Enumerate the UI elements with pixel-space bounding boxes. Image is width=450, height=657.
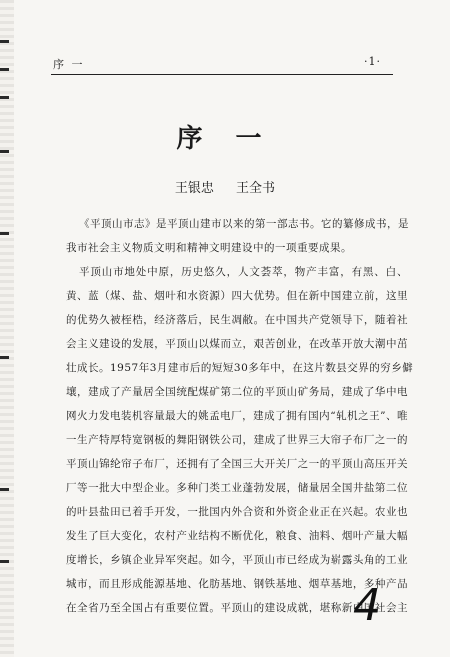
text-line: 壤，建成了产量居全国统配煤矿第二位的平顶山矿务局，建成了华中电 <box>66 386 408 398</box>
text-line: 会主义建设的发展，平顶山以煤而立，艰苦创业，在改革开放大潮中茁 <box>66 338 408 350</box>
authors: 王银忠 王全书 <box>174 181 276 196</box>
text-line: 发生了巨大变化，农村产业结构不断优化，粮食、油料、烟叶产量大幅 <box>66 530 408 542</box>
binding-mark <box>0 96 9 99</box>
header-rule <box>51 74 393 75</box>
text-line: 网火力发电装机容量最大的姚孟电厂，建成了拥有国内“轧机之王”、唯 <box>66 410 408 422</box>
binding-mark <box>0 68 9 71</box>
text-line: 的叶县盐田已着手开发，一批国内外合资和外资企业正在兴起。农业也 <box>66 506 408 518</box>
handwritten-margin-note: 4 <box>353 580 381 631</box>
text-line: 黄、蓝（煤、盐、烟叶和水资源）四大优势。但在新中国建立前，这里 <box>66 290 408 302</box>
text-line: 在全省乃至全国占有重要位置。平顶山的建设成就，堪称新中国社会主 <box>66 602 408 614</box>
binding-mark <box>0 488 9 491</box>
text-line: 的优势久被桎梏，经济落后，民生凋敝。在中国共产党领导下，随着社 <box>66 314 408 326</box>
text-line: 平顶山市地处中原，历史悠久，人文荟萃，物产丰富，有黑、白、 <box>79 266 408 278</box>
text-line: 城市，而且形成能源基地、化肪基地、钢铁基地、烟草基地，多种产品 <box>66 578 408 590</box>
page-number: ·1· <box>364 55 381 68</box>
text-line: 《平顶山市志》是平顶山建市以来的第一部志书。它的纂修成书，是 <box>79 218 409 230</box>
binding-mark <box>0 40 9 43</box>
running-header-section: 序 一 <box>53 58 85 71</box>
text-line: 度增长，乡镇企业异军突起。如今，平顶山市已经成为崭露头角的工业 <box>66 554 408 566</box>
binding-mark <box>0 560 9 563</box>
binding-mark <box>0 232 9 235</box>
binding-mark <box>0 356 9 359</box>
text-line: 平顶山锦纶帘子布厂，还拥有了全国三大开关厂之一的平顶山高压开关 <box>66 458 408 470</box>
text-line: 厂等一批大中型企业。多种门类工业蓬勃发展，储量居全国井盐第二位 <box>66 482 408 494</box>
text-line: 一生产特厚特宽钢板的舞阳钢铁公司，建成了世界三大帘子布厂之一的 <box>66 434 408 446</box>
text-line: 壮成长。1957年3月建市后的短短30多年中，在这片数县交界的穷乡僻 <box>66 362 414 374</box>
text-line: 我市社会主义物质文明和精神文明建设中的一项重要成果。 <box>66 242 352 254</box>
page-title: 序 一 <box>176 124 274 154</box>
